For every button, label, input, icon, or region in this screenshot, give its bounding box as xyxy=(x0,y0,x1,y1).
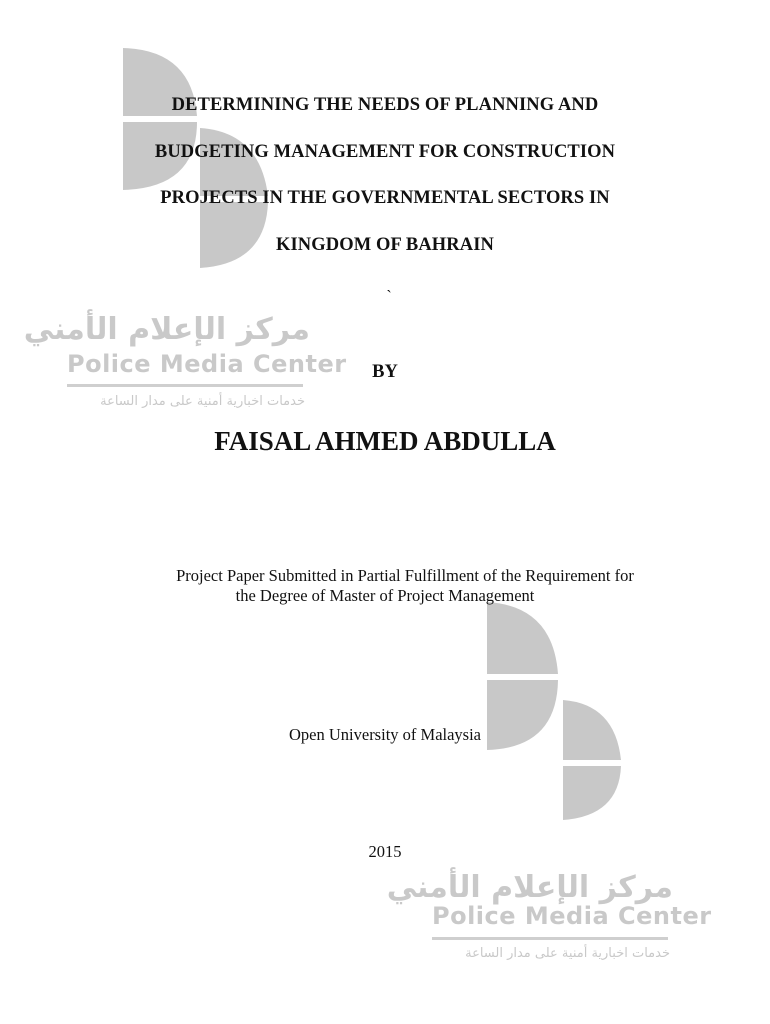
submission-line-2: the Degree of Master of Project Management xyxy=(235,586,535,605)
by-label: BY xyxy=(372,362,398,382)
watermark-brand-name-bottom: Police Media Center xyxy=(432,902,712,930)
watermark-brand-name: Police Media Center xyxy=(67,350,347,378)
watermark-arabic-tagline-bottom: خدمات اخبارية أمنية على مدار الساعة xyxy=(465,946,670,961)
watermark-divider xyxy=(67,384,303,387)
watermark-arabic-tagline: خدمات اخبارية أمنية على مدار الساعة xyxy=(100,394,305,409)
stray-mark: ` xyxy=(386,288,392,305)
title-line-4: KINGDOM OF BAHRAIN xyxy=(276,235,494,255)
title-line-2: BUDGETING MANAGEMENT FOR CONSTRUCTION xyxy=(154,142,616,162)
submission-line-1: Project Paper Submitted in Partial Fulfillment of the Requirement for xyxy=(176,566,634,585)
submission-year: 2015 xyxy=(368,842,402,861)
watermark-divider-bottom xyxy=(432,937,668,940)
title-line-3: PROJECTS IN THE GOVERNMENTAL SECTORS IN xyxy=(160,188,610,208)
watermark-petal-shapes-bottom xyxy=(485,602,625,822)
title-line-1: DETERMINING THE NEEDS OF PLANNING AND xyxy=(171,95,599,115)
watermark-arabic-title-bottom: مركز الإعلام الأمني xyxy=(386,870,673,905)
watermark-arabic-title: مركز الإعلام الأمني xyxy=(23,312,310,347)
author-name: FAISAL AHMED ABDULLA xyxy=(214,426,556,456)
institution-name: Open University of Malaysia xyxy=(289,725,481,744)
